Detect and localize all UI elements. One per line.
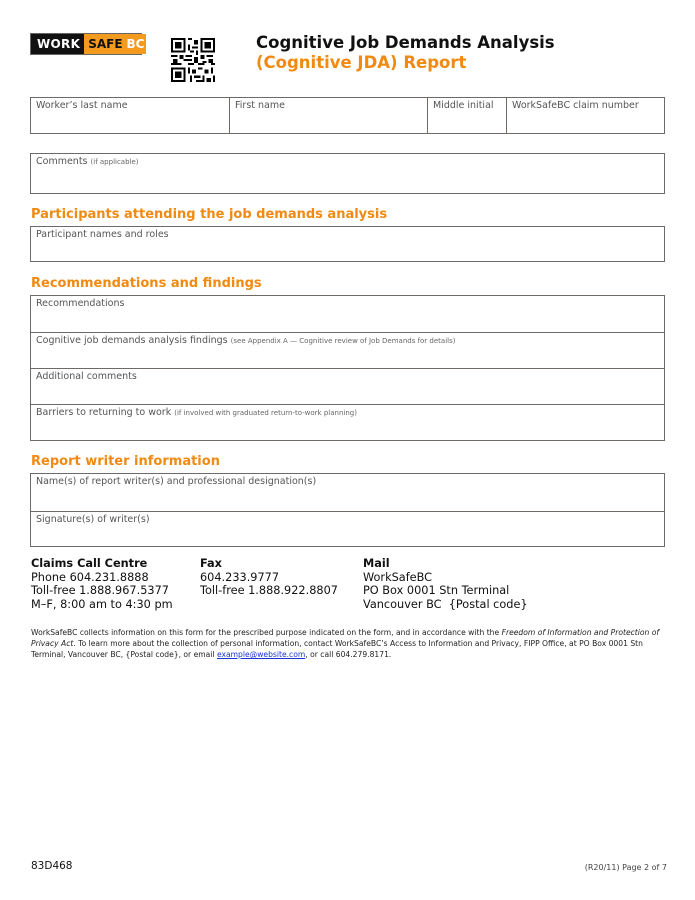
fax-number: 604.233.9777 [200,570,280,584]
participant-names-field[interactable] [30,226,665,262]
claims-hours: M–F, 8:00 am to 4:30 pm [31,597,173,611]
privacy-text-3: , or call 604.279.8171. [305,650,392,659]
report-writer-heading: Report writer information [31,454,220,469]
comments-note: (if applicable) [90,158,139,166]
barriers-field[interactable] [31,404,664,441]
recommendations-table [30,295,665,441]
comments-label [36,156,139,167]
mail-line-1: WorkSafeBC [363,570,433,584]
worker-last-name-label: Worker’s last name [36,100,128,111]
worksafebc-logo [30,33,145,55]
mail-line-2: PO Box 0001 Stn Terminal [363,584,510,597]
barriers-note: (if involved with graduated return-to-work planning) [174,409,357,417]
recommendations-label: Recommendations [36,298,125,309]
middle-initial-label: Middle initial [433,100,494,111]
logo-bc-text: BC [126,37,145,51]
findings-field[interactable] [31,332,664,369]
comments-field[interactable] [30,153,665,194]
privacy-email-link[interactable]: example@website.com [216,650,306,659]
privacy-text-2: . To learn more about the collection of personal information, contact WorkSafeBC’s Access to Information and Privacy, FIPP Office, at PO Box 0001 Stn Terminal, Vancouver BC, {Postal code}, or email [31,639,643,659]
findings-note: (see Appendix A — Cognitive review of Job Demands for details) [230,337,456,345]
worker-last-name-field[interactable] [31,98,230,133]
privacy-act-name: Freedom of Information and Protection of Privacy Act [31,628,660,648]
fax-heading: Fax [200,557,222,570]
claims-heading: Claims Call Centre [31,557,148,570]
findings-label-text: Cognitive job demands analysis findings [36,335,228,346]
writer-signature-label: Signature(s) of writer(s) [36,514,150,525]
form-title: Cognitive Job Demands Analysis [256,33,555,52]
participant-names-label: Participant names and roles [36,229,169,240]
middle-initial-field[interactable] [427,98,507,133]
first-name-label: First name [235,100,285,111]
barriers-label [36,407,357,418]
participants-heading: Participants attending the job demands analysis [31,207,388,222]
privacy-text-1: WorkSafeBC collects information on this form for the prescribed purpose indicated on the form, and in accordance with the [31,628,502,637]
logo-safe-block [84,34,146,54]
revision-page-number: (R20/11) Page 2 of 7 [584,863,667,872]
comments-label-text: Comments [36,156,88,167]
form-subtitle: (Cognitive JDA) Report [256,53,467,72]
mail-heading: Mail [363,557,390,570]
barriers-label-text: Barriers to returning to work [36,407,172,418]
worker-info-row [30,97,665,134]
writer-names-field[interactable] [31,474,664,512]
logo-work-text: WORK [31,34,84,54]
logo-safe-text: SAFE [88,37,123,51]
writer-names-label: Name(s) of report writer(s) and professional designation(s) [36,476,317,487]
report-writer-table [30,473,665,547]
claims-toll-free: Toll-free 1.888.967.5377 [31,584,169,597]
qr-code-icon [171,38,215,82]
privacy-notice [31,627,671,660]
fax-block [200,557,338,598]
claims-phone: Phone 604.231.8888 [31,570,149,584]
fax-toll-free: Toll-free 1.888.922.8807 [200,584,338,597]
claim-number-field[interactable] [506,98,664,133]
writer-signature-field[interactable] [31,511,664,548]
claims-call-centre-block [31,557,173,611]
recommendations-field[interactable] [31,296,664,333]
mail-line-3: Vancouver BC {Postal code} [363,597,528,611]
findings-label [36,335,455,346]
additional-comments-label: Additional comments [36,371,137,382]
first-name-field[interactable] [229,98,428,133]
recommendations-heading: Recommendations and findings [31,276,262,291]
mail-block [363,557,528,611]
additional-comments-field[interactable] [31,368,664,405]
claim-number-label: WorkSafeBC claim number [512,100,639,111]
form-number: 83D468 [31,860,73,872]
